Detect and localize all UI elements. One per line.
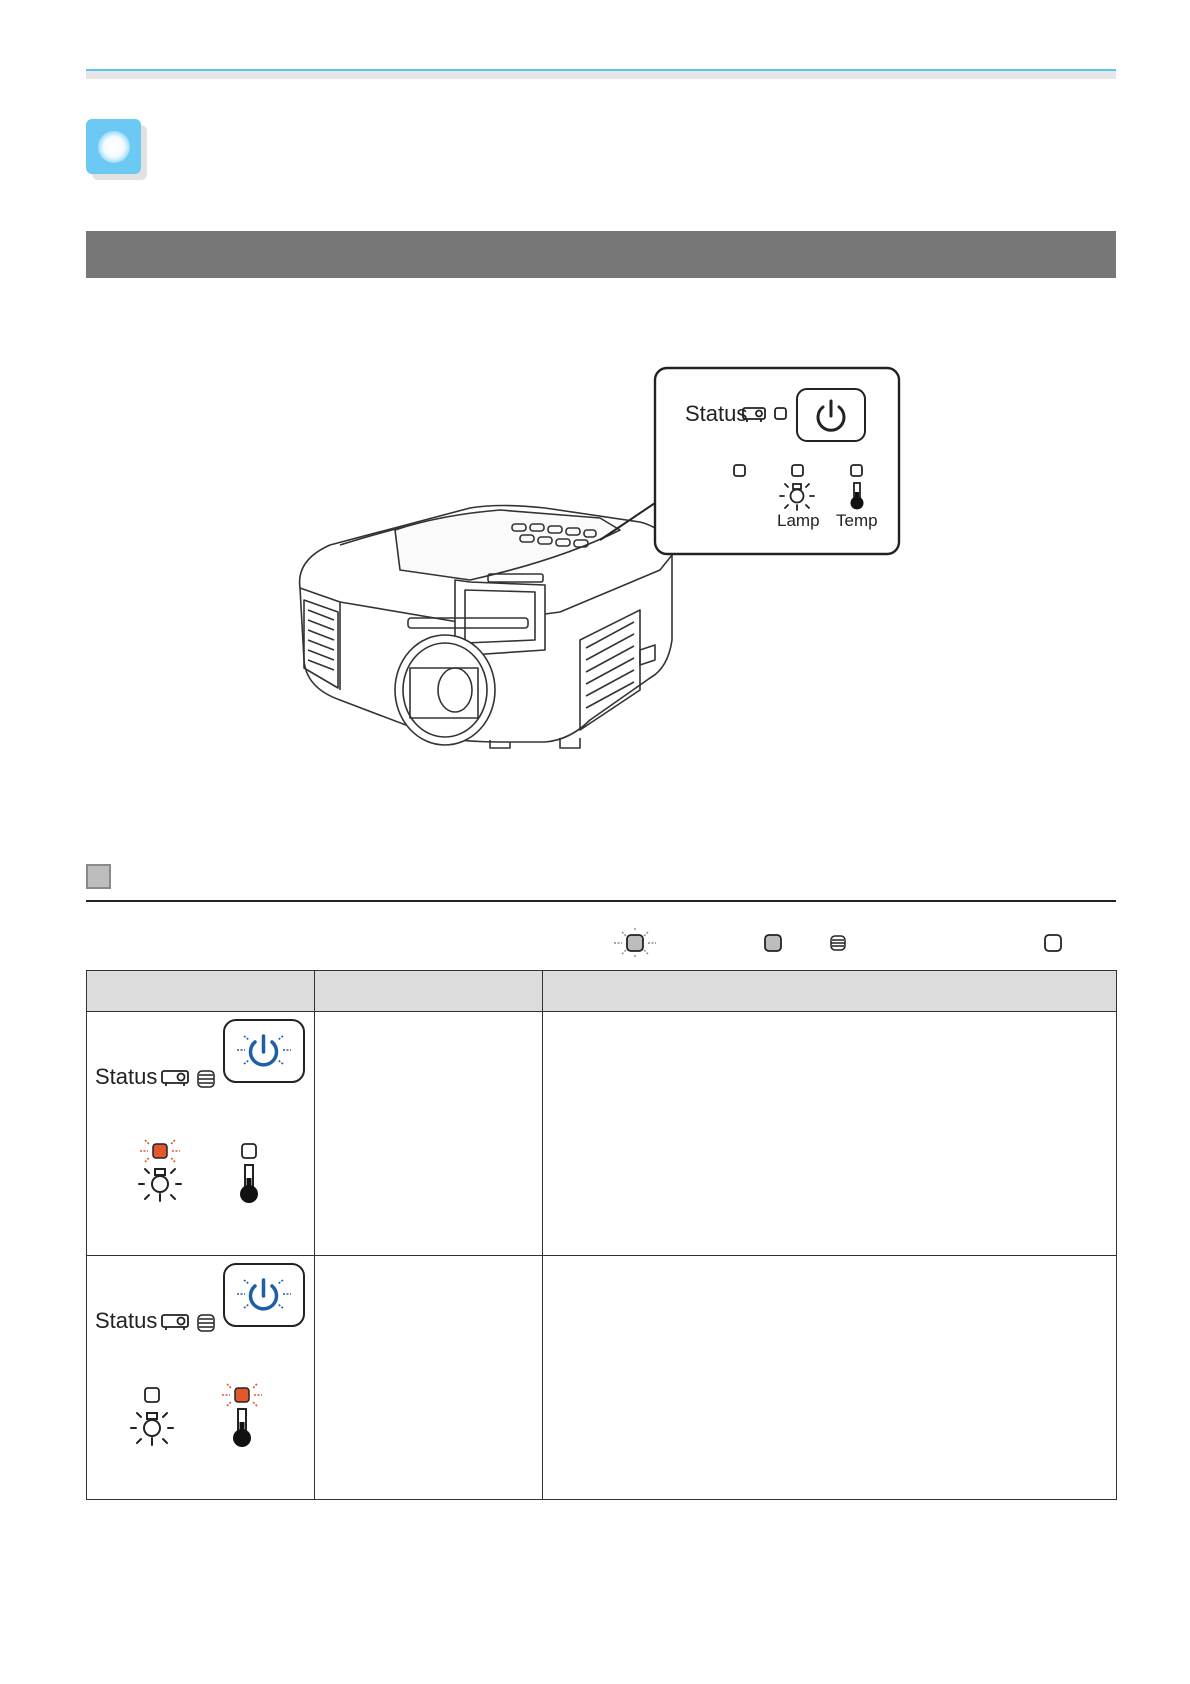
thermometer-icon xyxy=(240,1165,258,1203)
indicator-flashing-icon xyxy=(614,928,656,958)
subsection-rule xyxy=(86,900,1116,902)
indicator-cell xyxy=(87,1012,315,1256)
table-row xyxy=(87,1256,1117,1500)
indicator-legend xyxy=(600,928,1080,960)
temp-indicator-off xyxy=(242,1144,256,1158)
temp-indicator xyxy=(851,465,862,476)
indicator-blank xyxy=(734,465,745,476)
projector-icon xyxy=(162,1315,188,1330)
temp-indicator-flashing xyxy=(222,1384,262,1406)
temp-label: Temp xyxy=(836,511,878,530)
table-header-row xyxy=(87,971,1117,1012)
status-label: Status xyxy=(685,401,748,426)
indicator-lit-icon xyxy=(765,935,781,951)
indicator-varies-icon xyxy=(831,936,845,950)
status-text-cell xyxy=(315,1012,543,1256)
table-row xyxy=(87,1012,1117,1256)
status-indicator xyxy=(775,408,786,419)
lamp-label: Lamp xyxy=(777,511,820,530)
indicator-varies-icon xyxy=(198,1315,214,1331)
table-header-indicators xyxy=(87,971,315,1012)
lamp-indicator-flashing xyxy=(140,1140,180,1162)
table-header-status xyxy=(315,971,543,1012)
indicator-table xyxy=(86,970,1117,1500)
projector-figure xyxy=(0,0,1190,800)
projector-icon xyxy=(162,1071,188,1086)
status-label: Status xyxy=(95,1308,158,1333)
indicator-cell xyxy=(87,1256,315,1500)
lamp-icon xyxy=(131,1413,173,1445)
lamp-indicator xyxy=(792,465,803,476)
thermometer-icon xyxy=(233,1409,251,1447)
lamp-indicator-off xyxy=(145,1388,159,1402)
status-text-cell xyxy=(315,1256,543,1500)
subsection-marker xyxy=(86,864,111,889)
indicator-off-icon xyxy=(1045,935,1061,951)
projector-illustration xyxy=(300,506,672,749)
table-header-remedy xyxy=(543,971,1117,1012)
indicator-varies-icon xyxy=(198,1071,214,1087)
remedy-text-cell xyxy=(543,1256,1117,1500)
lamp-icon xyxy=(139,1169,181,1201)
remedy-text-cell xyxy=(543,1012,1117,1256)
status-label: Status xyxy=(95,1064,158,1089)
